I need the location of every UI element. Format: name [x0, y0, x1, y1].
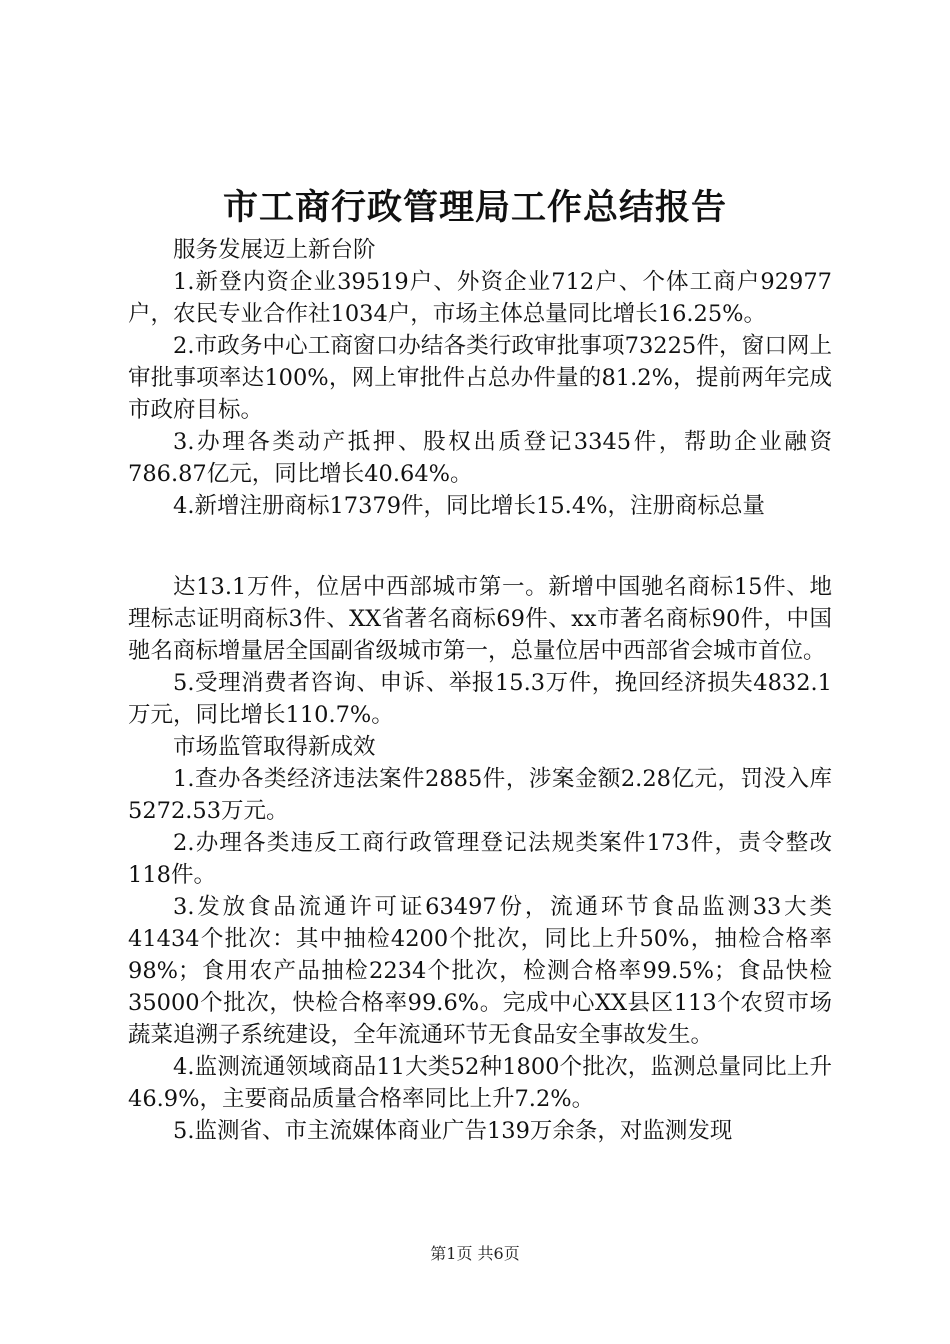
paragraph: 1.新登内资企业39519户、外资企业712户、个体工商户92977户，农民专业合作社1034户，市场主体总量同比增长16.25%。	[128, 269, 832, 327]
paragraph: 3.发放食品流通许可证63497份，流通环节食品监测33大类41434个批次：其中抽检4200个批次，同比上升50%，抽检合格率98%；食用农产品抽检2234个批次，检测合格率99.5%；食品快检35000个批次，快检合格率99.6%。完成中心XX县区113个农贸市场蔬菜追溯子系统建设，全年流通环节无食品安全事故发生。	[128, 894, 832, 1048]
body-bottom	[128, 571, 832, 1147]
paragraph: 5.监测省、市主流媒体商业广告139万余条，对监测发现	[173, 1118, 733, 1144]
paragraph: 4.新增注册商标17379件，同比增长15.4%，注册商标总量	[173, 493, 766, 519]
document-title: 市工商行政管理局工作总结报告	[222, 187, 727, 228]
page-footer: 第1页 共6页	[430, 1244, 520, 1263]
paragraph: 5.受理消费者咨询、申诉、举报15.3万件，挽回经济损失4832.1万元，同比增长110.7%。	[128, 670, 832, 728]
paragraph: 1.查办各类经济违法案件2885件，涉案金额2.28亿元，罚没入库5272.53万元。	[128, 766, 832, 824]
paragraph: 2.市政务中心工商窗口办结各类行政审批事项73225件，窗口网上审批事项率达100%，网上审批件占总办件量的81.2%，提前两年完成市政府目标。	[128, 333, 832, 423]
section-heading-market: 市场监管取得新成效	[173, 734, 376, 760]
paragraph: 2.办理各类违反工商行政管理登记法规类案件173件，责令整改118件。	[128, 830, 832, 888]
paragraph: 达13.1万件，位居中西部城市第一。新增中国驰名商标15件、地理标志证明商标3件、XX省著名商标69件、xx市著名商标90件，中国驰名商标增量居全国副省级城市第一，总量位居中西部省会城市首位。	[128, 574, 832, 664]
section-heading-service: 服务发展迈上新台阶	[173, 237, 376, 263]
body-top	[128, 234, 832, 522]
paragraph: 3.办理各类动产抵押、股权出质登记3345件，帮助企业融资786.87亿元，同比增长40.64%。	[128, 429, 832, 487]
paragraph: 4.监测流通领域商品11大类52种1800个批次，监测总量同比上升46.9%，主要商品质量合格率同比上升7.2%。	[128, 1054, 832, 1112]
